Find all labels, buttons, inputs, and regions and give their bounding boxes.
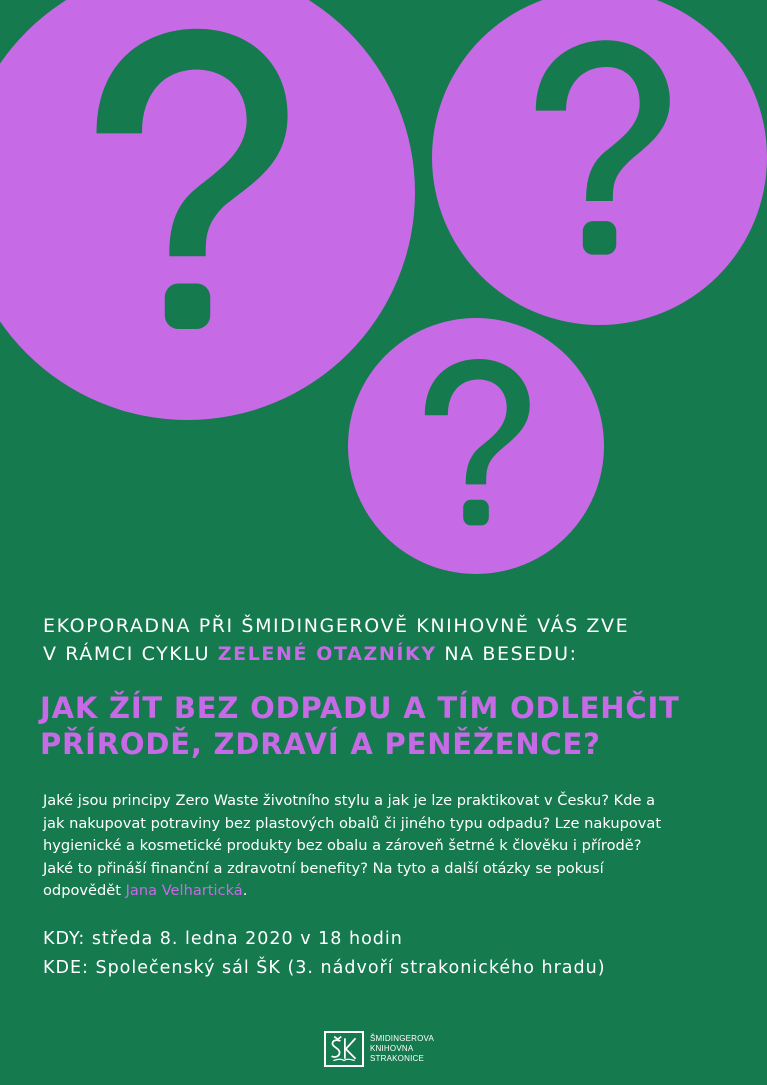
invitation-line-2-pre: V RÁMCI CYKLU [43,643,218,665]
logo-line-1: ŠMIDINGEROVA [370,1034,435,1043]
question-mark-icon [348,318,604,574]
speaker-name: Jana Velhartická [125,882,243,899]
description-line-3: hygienické a kosmetické produkty bez obalu a zároveň šetrné k člověku i přírodě? [43,837,642,854]
event-title-line-2: PŘÍRODĚ, ZDRAVÍ A PENĚŽENCE? [40,727,601,761]
series-name: ZELENÉ OTAZNÍKY [217,643,437,665]
question-bubble-small [348,318,604,574]
invitation-line-2-post: NA BESEDU: [436,643,578,665]
event-date-time: KDY: středa 8. ledna 2020 v 18 hodin [43,929,403,949]
event-description [43,790,733,903]
library-logo-mark [324,1031,364,1067]
description-line-1: Jaké jsou principy Zero Waste životního stylu a jak je lze praktikovat v Česku? Kde a [43,792,656,809]
description-line-4: Jaké to přináší finanční a zdravotní benefity? Na tyto a další otázky se pokusí [43,859,604,877]
sk-monogram-icon [326,1033,362,1065]
description-line-5 [43,880,733,903]
logo-line-3: STRAKONICE [370,1054,425,1063]
question-bubble-right [432,0,767,325]
logo-line-2: KNIHOVNA [370,1044,414,1053]
invitation-text [43,612,743,668]
library-logo [324,1030,434,1068]
description-line-5-post: . [242,882,248,899]
invitation-line-2 [43,640,743,668]
event-title [40,690,750,762]
event-location: KDE: Společenský sál ŠK (3. nádvoří strakonického hradu) [43,958,606,978]
description-line-5-pre: odpovědět [43,882,126,899]
question-mark-icon [432,0,767,325]
description-line-2: jak nakupovat potraviny bez plastových obalů či jiného typu odpadu? Lze nakupovat [43,814,662,832]
invitation-line-1: EKOPORADNA PŘI ŠMIDINGEROVĚ KNIHOVNĚ VÁS ZVE [43,615,630,637]
library-logo-text [370,1034,434,1064]
event-title-line-1: JAK ŽÍT BEZ ODPADU A TÍM ODLEHČIT [40,691,680,725]
